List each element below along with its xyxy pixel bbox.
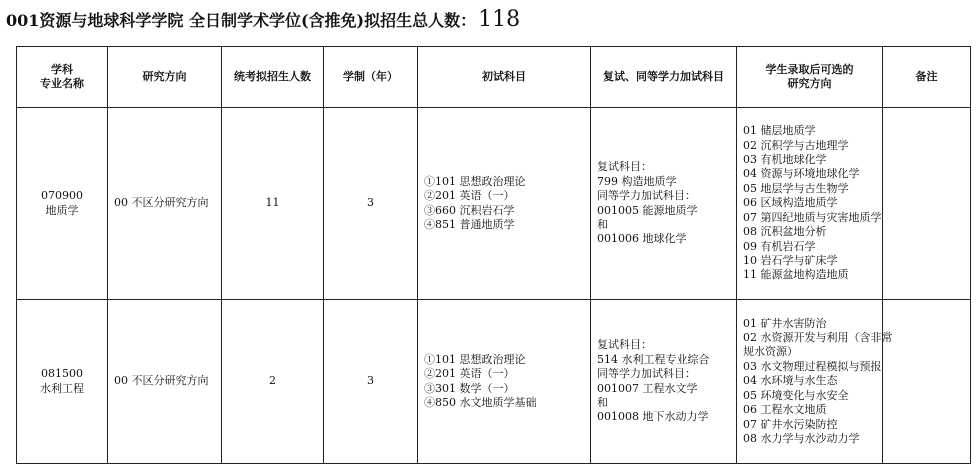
list-line: 05 地层学与古生物学 <box>743 181 849 195</box>
list-line: 09 有机岩石学 <box>743 239 816 253</box>
list-line: ③301 数学（一） <box>424 381 515 395</box>
list-line: ③660 沉积岩石学 <box>424 203 515 217</box>
years-cell: 3 <box>324 300 418 464</box>
header-exam: 初试科目 <box>418 47 591 108</box>
remark-cell <box>883 300 971 464</box>
list-line: 同等学力加试科目： <box>597 189 696 203</box>
retest-cell <box>591 300 737 464</box>
direction-cell: 00 不区分研究方向 <box>108 300 222 464</box>
list-line: 复试科目： <box>597 160 652 174</box>
header-direction: 研究方向 <box>108 47 222 108</box>
list-line: 514 水利工程专业综合 <box>597 352 710 366</box>
list-line: 07 第四纪地质与灾害地质学 <box>743 210 882 224</box>
list-line: 08 水力学与水沙动力学 <box>743 431 860 445</box>
list-line: 01 矿井水害防治 <box>743 316 827 330</box>
direction-cell: 00 不区分研究方向 <box>108 108 222 300</box>
table-row <box>17 300 971 464</box>
list-line: 11 能源盆地构造地质 <box>743 268 849 282</box>
header-optional-line2: 研究方向 <box>787 77 832 90</box>
table-row <box>17 108 971 300</box>
list-line: 规水资源） <box>743 345 798 359</box>
list-line: 复试科目： <box>597 338 652 352</box>
header-major-line2: 专业名称 <box>40 77 84 90</box>
list-line: 和 <box>597 395 608 409</box>
enrollment-table <box>16 46 971 464</box>
header-quota: 统考拟招生人数 <box>222 47 324 108</box>
list-line: ①101 思想政治理论 <box>424 352 526 366</box>
optional-cell <box>737 300 893 464</box>
list-line: ④851 普通地质学 <box>424 217 515 231</box>
list-line: ④850 水文地质学基础 <box>424 395 537 409</box>
list-line: 同等学力加试科目： <box>597 367 696 381</box>
quota-cell: 11 <box>222 108 324 300</box>
header-optional <box>737 47 883 108</box>
list-line: 02 水资源开发与利用（含非常 <box>743 331 893 345</box>
remark-cell <box>883 108 971 300</box>
list-line: 001008 地下水动力学 <box>597 410 709 424</box>
major-code: 070900 <box>41 189 83 203</box>
list-line: 001005 能源地质学 <box>597 203 698 217</box>
major-code: 081500 <box>41 367 83 381</box>
list-line: 001007 工程水文学 <box>597 381 698 395</box>
list-line: 03 水文物理过程模拟与预报 <box>743 359 882 373</box>
major-cell <box>17 108 108 300</box>
header-remark: 备注 <box>883 47 971 108</box>
quota-cell: 2 <box>222 300 324 464</box>
list-line: 08 沉积盆地分析 <box>743 225 827 239</box>
header-major-line1: 学科 <box>51 62 73 76</box>
header-major <box>17 47 108 108</box>
major-name: 地质学 <box>45 203 79 217</box>
retest-cell <box>591 108 737 300</box>
list-line: ②201 英语（一） <box>424 189 515 203</box>
major-name: 水利工程 <box>40 381 84 395</box>
list-line: 07 矿井水污染防控 <box>743 417 838 431</box>
table-header-row <box>17 47 971 108</box>
exam-cell <box>418 108 591 300</box>
list-line: ②201 英语（一） <box>424 367 515 381</box>
page-title <box>6 6 520 34</box>
list-line: 04 水环境与水生态 <box>743 374 838 388</box>
exam-cell <box>418 300 591 464</box>
header-years: 学制（年） <box>324 47 418 108</box>
list-line: 05 环境变化与水安全 <box>743 388 849 402</box>
years-cell: 3 <box>324 108 418 300</box>
list-line: 02 沉积学与古地理学 <box>743 138 849 152</box>
list-line: 03 有机地球化学 <box>743 153 827 167</box>
list-line: 10 岩石学与矿床学 <box>743 253 838 267</box>
major-cell <box>17 300 108 464</box>
optional-cell <box>737 108 883 300</box>
list-line: 799 构造地质学 <box>597 174 677 188</box>
list-line: 06 区域构造地质学 <box>743 196 838 210</box>
header-retest: 复试、同等学力加试科目 <box>591 47 737 108</box>
list-line: 06 工程水文地质 <box>743 403 827 417</box>
title-text: 001资源与地球科学学院 全日制学术学位(含推免)拟招生总人数： <box>6 11 477 30</box>
list-line: ①101 思想政治理论 <box>424 174 526 188</box>
list-line: 04 资源与环境地球化学 <box>743 167 860 181</box>
total-count: 118 <box>478 7 521 32</box>
list-line: 001006 地球化学 <box>597 232 687 246</box>
list-line: 01 储层地质学 <box>743 124 816 138</box>
list-line: 和 <box>597 217 608 231</box>
header-optional-line1: 学生录取后可选的 <box>765 62 854 76</box>
